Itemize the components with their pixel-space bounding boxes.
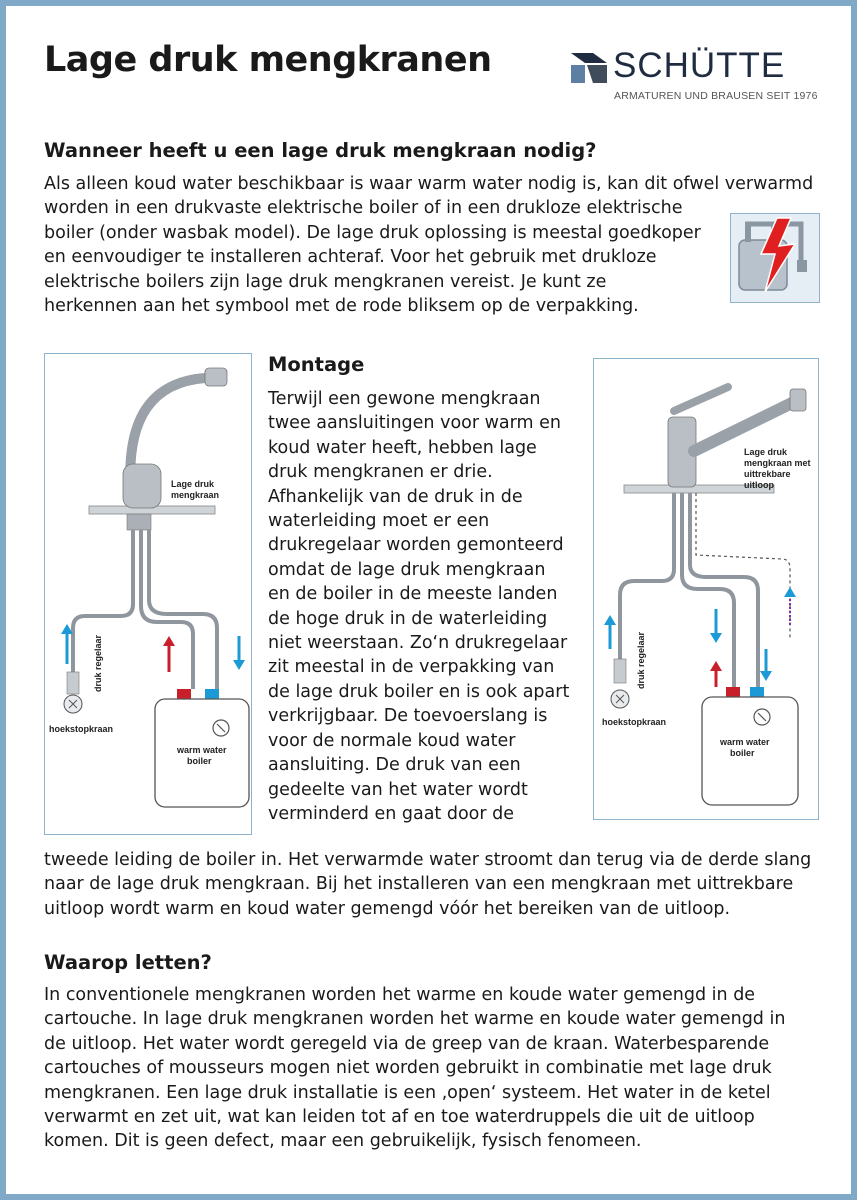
- text-line: en de boiler in de meeste landen: [268, 584, 558, 605]
- text-line: uitloop wordt warm en koud water gemengd vóór het bereiken van de uitloop.: [44, 898, 731, 919]
- page-title: Lage druk mengkranen: [44, 40, 492, 80]
- faucet-label-1: Lage druk: [744, 447, 788, 457]
- text-line: verkrijgbaar. De toevoerslang is: [268, 706, 548, 727]
- boiler-label-1: warm water: [720, 737, 770, 747]
- boiler-label-1: warm water: [177, 745, 227, 755]
- text-line: twee aansluitingen voor warm en: [268, 413, 562, 434]
- section3-text: [44, 983, 785, 1154]
- page: [6, 6, 851, 1194]
- text-line: waterleiding moet er een: [268, 511, 490, 532]
- regulator-label: druk regelaar: [636, 631, 646, 689]
- faucet-label-4: uitloop: [744, 480, 774, 490]
- text-line: komen. Dit is geen defect, maar een gebruikelijk, fysisch fenomeen.: [44, 1131, 642, 1152]
- cold-down-arrow-icon-2: [760, 649, 772, 681]
- faucet-label-3: uittrekbare: [744, 469, 791, 479]
- text-line: en eenvoudiger te installeren achteraf. Voor het gebruik met drukloze: [44, 247, 657, 268]
- logo-mark-icon: [571, 53, 607, 83]
- standard-faucet-diagram: [45, 354, 251, 834]
- montage-text-wide: [44, 848, 811, 921]
- text-line: mengkranen. Een lage druk installatie is een ‚open‘ systeem. Het water in de ketel: [44, 1082, 771, 1103]
- low-pressure-symbol: [730, 213, 820, 303]
- figure-right: [593, 358, 819, 820]
- text-line: verwarmt en zet uit, wat kan leiden tot af en toe waterdruppels die uit de uitloop: [44, 1107, 755, 1128]
- text-line: de hoge druk in de waterleiding: [268, 608, 548, 629]
- text-line: In conventionele mengkranen worden het warme en koude water gemengd in de: [44, 985, 756, 1005]
- text-line: Als alleen koud water beschikbaar is waar warm water nodig is, kan dit ofwel verwarmd: [44, 174, 814, 194]
- pullout-faucet-diagram: [594, 359, 818, 819]
- montage-heading: Montage: [268, 353, 365, 376]
- section1-text: [44, 172, 813, 318]
- text-line: boiler (onder wasbak model). De lage druk oplossing is meestal goedkoper: [44, 222, 701, 243]
- text-line: elektrische boilers zijn lage druk mengkranen vereist. Je kunt ze: [44, 271, 607, 292]
- text-line: omdat de lage druk mengkraan: [268, 559, 546, 580]
- text-line: zit meestal in de verpakking van: [268, 657, 555, 678]
- text-line: tweede leiding de boiler in. Het verwarmde water stroomt dan terug via de derde slang: [44, 850, 812, 870]
- faucet-label-2: mengkraan: [171, 490, 220, 500]
- text-line: voor de normale koud water: [268, 730, 516, 751]
- faucet-label-2: mengkraan met: [744, 458, 811, 468]
- cold-down-arrow-icon: [233, 636, 245, 670]
- faucet-label-1: Lage druk: [171, 479, 215, 489]
- text-line: gedeelte van het water wordt: [268, 779, 528, 800]
- boiler-label-2: boiler: [187, 756, 212, 766]
- valve-label: hoekstopkraan: [49, 724, 114, 734]
- schutte-logo: [568, 46, 818, 106]
- regulator-label: druk regelaar: [93, 634, 103, 692]
- text-line: aansluiting. De druk van een: [268, 755, 521, 776]
- text-line: druk mengkranen er drie.: [268, 462, 493, 483]
- text-line: de lage druk boiler en is ook apart: [268, 681, 570, 702]
- text-line: herkennen aan het symbool met de rode bliksem op de verpakking.: [44, 296, 639, 317]
- text-line: cartouche. In lage druk mengkranen worden het warme en koude water gemengd in: [44, 1009, 786, 1030]
- figure-left: [44, 353, 252, 835]
- text-line: drukregelaar worden gemonteerd: [268, 535, 564, 556]
- hot-up-arrow-icon: [710, 661, 722, 687]
- cold-in-arrow-icon: [604, 615, 616, 649]
- montage-text-narrow: [268, 387, 569, 826]
- text-line: cartouches of mousseurs mogen niet worden gebruikt in combinatie met lage druk: [44, 1058, 772, 1079]
- cold-down-arrow-icon: [710, 609, 722, 643]
- text-line: worden in een drukvaste elektrische boiler of in een drukloze elektrische: [44, 198, 683, 219]
- text-line: Terwijl een gewone mengkraan: [268, 389, 541, 409]
- valve-label: hoekstopkraan: [602, 717, 667, 727]
- text-line: naar de lage druk mengkraan. Bij het installeren van een mengkraan met uittrekbare: [44, 874, 794, 895]
- text-line: verminderd en gaat door de: [268, 803, 514, 824]
- text-line: Afhankelijk van de druk in de: [268, 486, 523, 507]
- text-line: niet weerstaan. Zo‘n drukregelaar: [268, 633, 568, 654]
- hot-up-arrow-icon: [163, 636, 175, 672]
- logo-name: SCHÜTTE: [613, 46, 786, 85]
- section1-heading: Wanneer heeft u een lage druk mengkraan nodig?: [44, 139, 597, 162]
- logo-tagline: ARMATUREN UND BRAUSEN SEIT 1976: [614, 90, 818, 102]
- text-line: koud water heeft, hebben lage: [268, 437, 537, 458]
- section3-heading: Waarop letten?: [44, 951, 212, 974]
- lightning-boiler-icon: [731, 214, 819, 302]
- text-line: de uitloop. Het water wordt geregeld via de greep van de kraan. Waterbesparende: [44, 1033, 770, 1054]
- boiler-label-2: boiler: [730, 748, 755, 758]
